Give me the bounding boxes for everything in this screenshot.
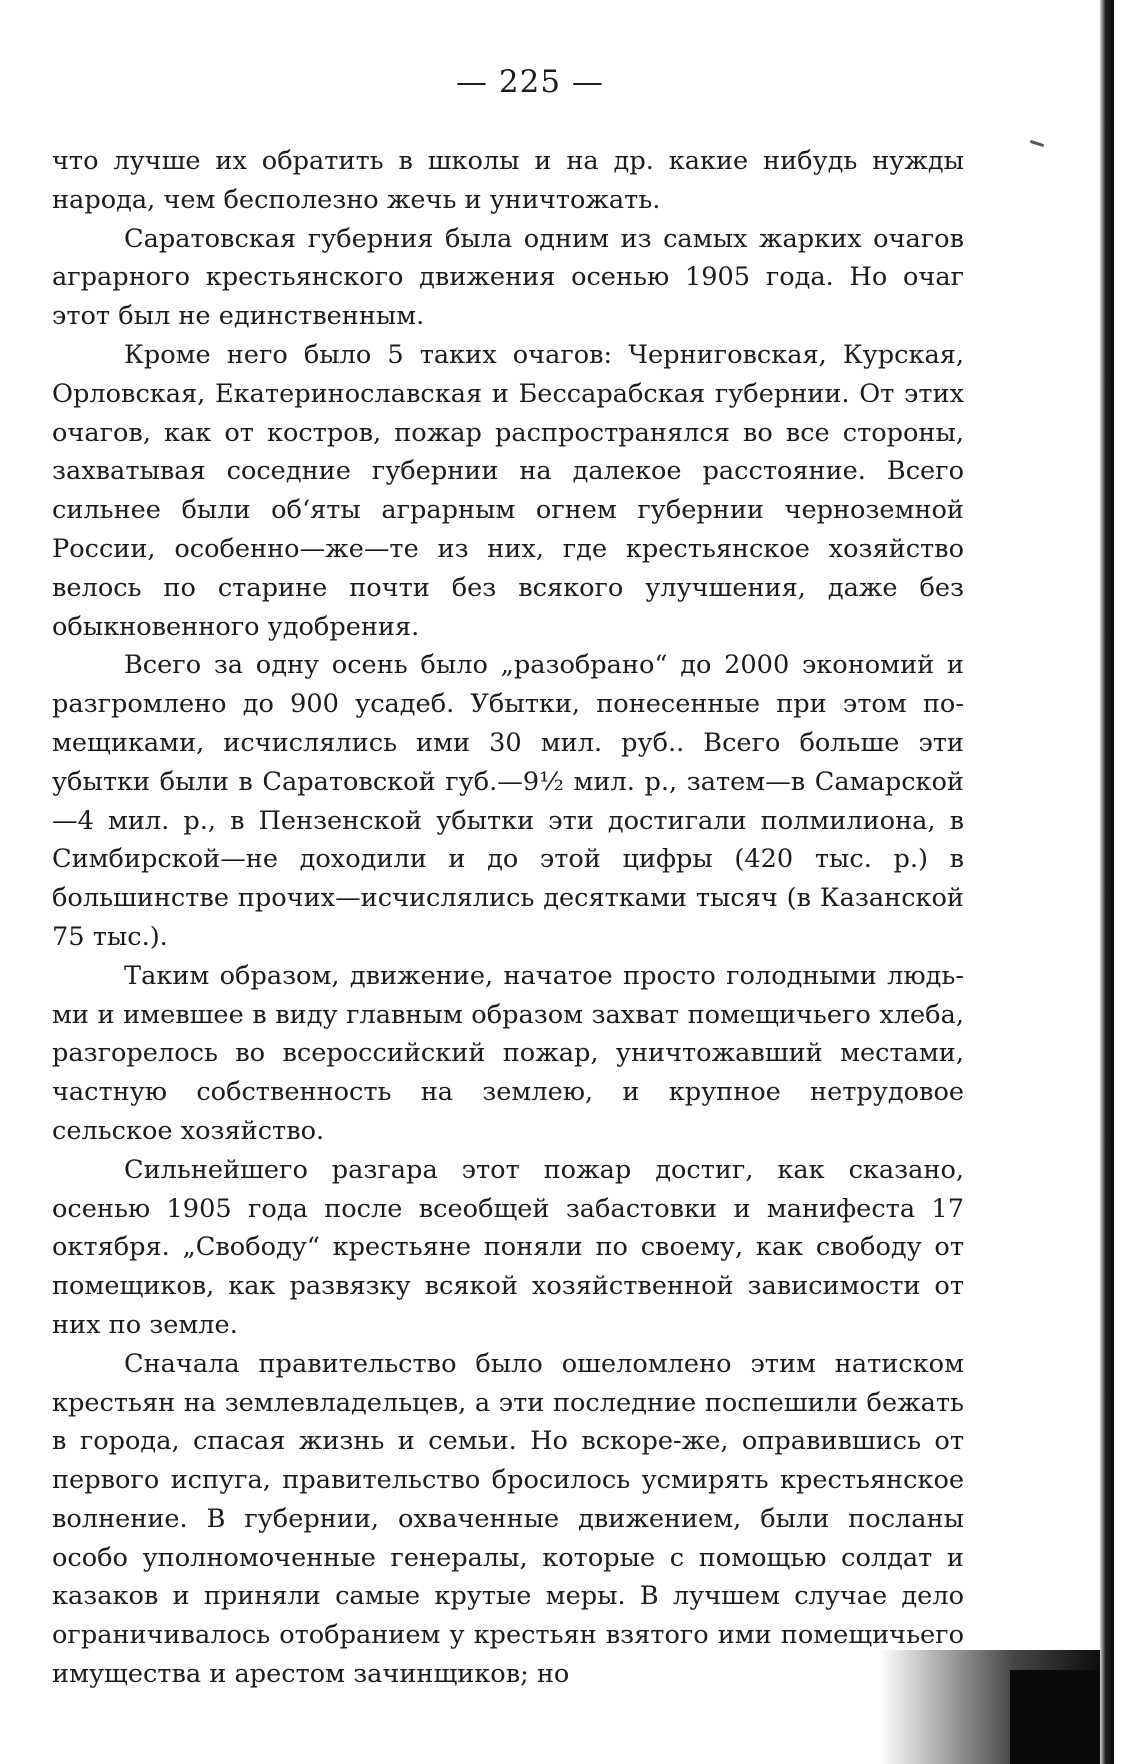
scan-corner-block: [1010, 1670, 1100, 1764]
paragraph-4: Всего за одну осень было „разобрано“ до 2000 экономий и разгромлено до 900 усадеб. Убытки, понесенные при этом помещиками, исчислялись ими 30 мил. руб.. Всего больше эти убытки были в Саратовской губ.—9½ мил. р., затем—в Самарской—4 мил. р., в Пензенской убытки эти достигали полмилиона, в Симбирской—не доходили и до этой цифры (420 тыс. р.) в большинстве прочих—исчислялись десятками тысяч (в Казанской 75 тыс.).: [52, 650, 964, 952]
page-binding-edge: [1100, 0, 1114, 1764]
paragraph-5: Таким образом, движение, начатое просто голодными людьми и имевшее в виду главным образом захват помещичьего хлеба, разгорелось во всероссийский пожар, уничтожавший местами, частную собственность на землею, и крупное нетрудовое сельское хозяйство.: [52, 960, 964, 1146]
paragraph-7: Сначала правительство было ошеломлено этим натиском крестьян на землевладельцев, а эти последние поспешили бежать в города, спасая жизнь и семьи. Но вскоре-же, оправившись от первого испуга, правительство бросилось усмирять крестьянское волнение. В губернии, охваченные движением, были посланы особо уполномоченные генералы, которые с помощью солдат и казаков и приняли самые крутые меры. В лучшем случае дело ограничивалось отобранием у крестьян взятого ими помещичьего имущества и арестом зачинщиков; но: [52, 1348, 964, 1690]
paragraph-6: Сильнейшего разгара этот пожар достиг, как сказано, осенью 1905 года после всеобщей забастовки и манифеста 17 октября. „Свободу“ крестьяне поняли по своему, как свободу от помещиков, как развязку всякой хозяйственной зависимости от них по земле.: [52, 1154, 964, 1340]
scan-speck: [1030, 140, 1044, 147]
paragraph-1: что лучше их обратить в школы и на др. какие нибудь нужды народа, чем бесполезно жечь и уничтожать.: [52, 146, 964, 215]
paragraph-2: Саратовская губерния была одним из самых жарких очагов аграрного крестьянского движения осенью 1905 года. Но очаг этот был не единственным.: [52, 223, 964, 332]
paragraph-3: Кроме него было 5 таких очагов: Черниговская, Курская, Орловская, Екатеринославская и Бессарабская губернии. От этих очагов, как от костров, пожар распространялся во все стороны, захватывая соседние губернии на далекое расстояние. Всего сильнее были об‘яты аграрным огнем губернии черноземной России, особенно—же—те из них, где крестьянское хозяйство велось по старине почти без всякого улучшения, даже без обыкновенного удобрения.: [52, 339, 964, 642]
page-text: [52, 142, 964, 1694]
page-number: — 225 —: [456, 64, 604, 100]
scan-margin: [1114, 0, 1140, 1764]
